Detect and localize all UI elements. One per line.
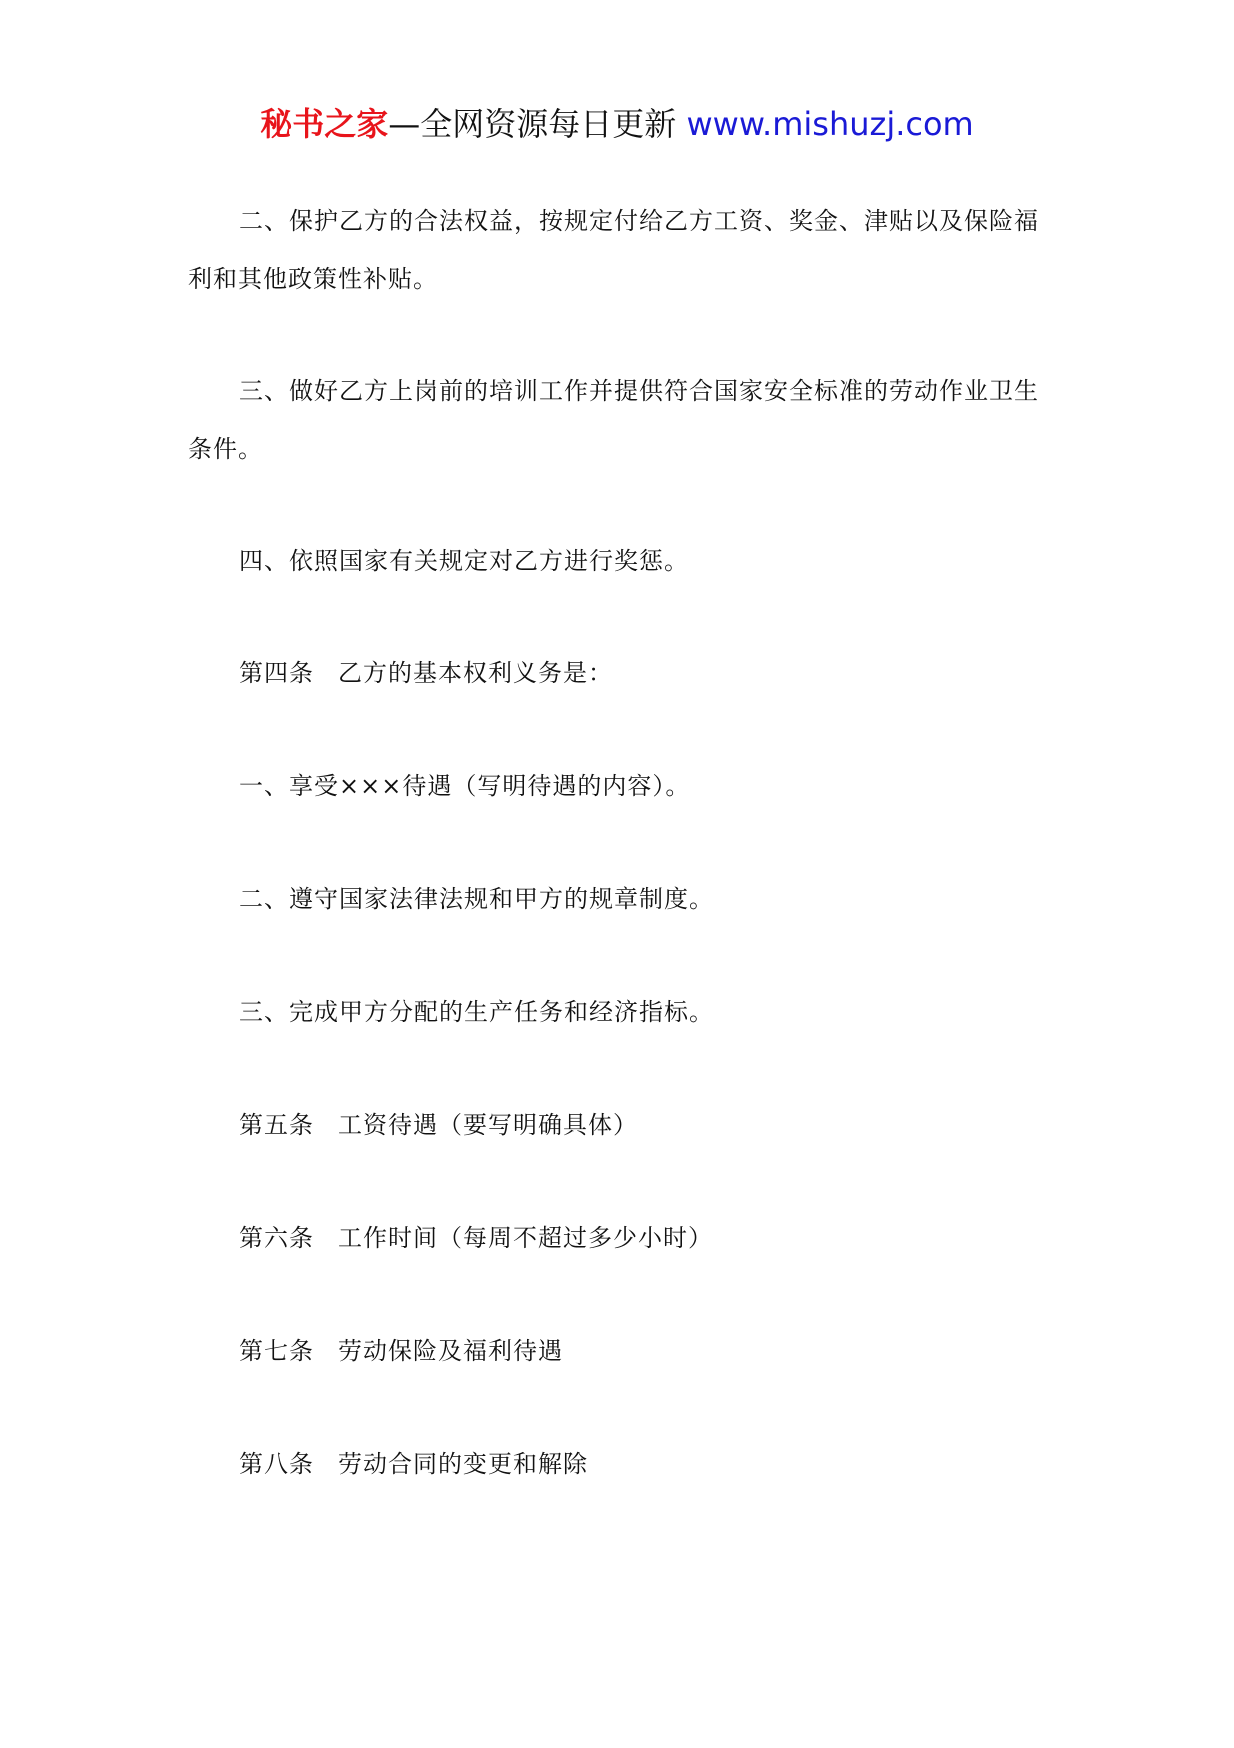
- article-5-number: 第五条: [239, 1111, 314, 1139]
- article-7-text: 劳动保险及福利待遇: [338, 1337, 563, 1365]
- article-7-number: 第七条: [239, 1337, 314, 1365]
- paragraph-protect-rights: 二、保护乙方的合法权益，按规定付给乙方工资、奖金、津贴以及保险福利和其他政策性补贴。: [188, 207, 1039, 293]
- article-5-text: 工资待遇（要写明确具体）: [338, 1111, 638, 1139]
- article-4: [239, 644, 1099, 702]
- article-6-number: 第六条: [239, 1224, 314, 1252]
- paragraph-training: 三、做好乙方上岗前的培训工作并提供符合国家安全标准的劳动作业卫生条件。: [188, 377, 1039, 463]
- article-5: [239, 1096, 1099, 1154]
- paragraph-rewards: 四、依照国家有关规定对乙方进行奖惩。: [239, 547, 689, 575]
- article-6: [239, 1209, 1099, 1267]
- article-8-number: 第八条: [239, 1450, 314, 1478]
- article-4-number: 第四条: [239, 659, 314, 687]
- brand-name: 秘书之家: [260, 105, 389, 143]
- article-4-text: 乙方的基本权利义务是：: [338, 659, 613, 687]
- header-tagline: —全网资源每日更新: [388, 105, 687, 143]
- list-item-obey-laws: 二、遵守国家法律法规和甲方的规章制度。: [239, 885, 714, 913]
- article-8-text: 劳动合同的变更和解除: [338, 1450, 588, 1478]
- site-header: [0, 100, 1234, 148]
- article-6-text: 工作时间（每周不超过多少小时）: [338, 1224, 713, 1252]
- article-8: [239, 1435, 1099, 1493]
- list-item-treatment: 一、享受×××待遇（写明待遇的内容）。: [239, 772, 691, 800]
- article-7: [239, 1322, 1099, 1380]
- list-item-tasks: 三、完成甲方分配的生产任务和经济指标。: [239, 998, 714, 1026]
- site-url[interactable]: www.mishuzj.com: [686, 105, 974, 143]
